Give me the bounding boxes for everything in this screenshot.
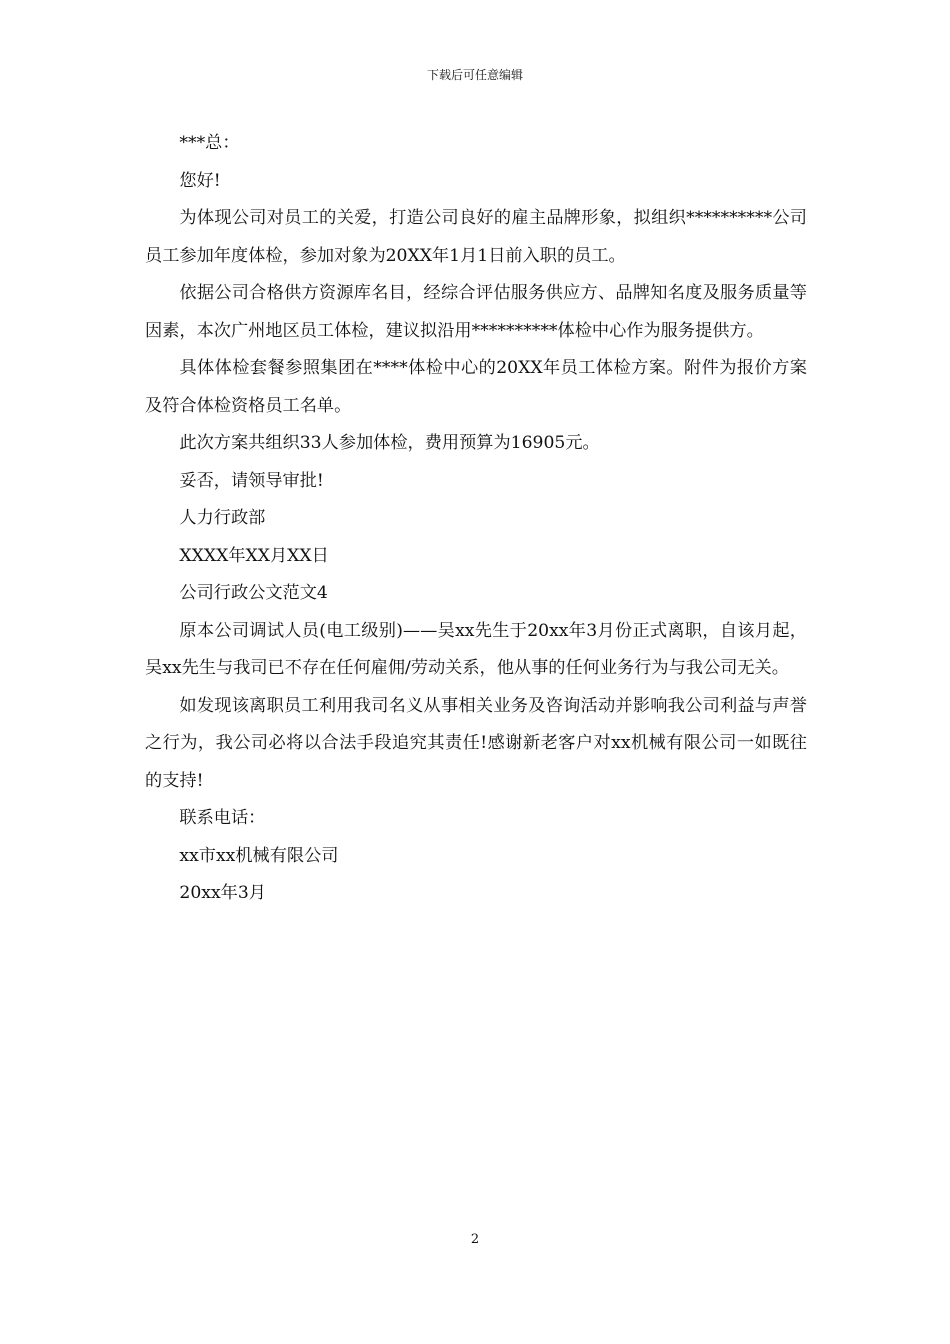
approval-request: 妥否，请领导审批! [179,470,324,491]
page-number-text: 2 [470,1232,480,1247]
paragraph-warning: 如发现该离职员工利用我司名义从事相关业务及咨询活动并影响我公司利益与声誉之行为，我公司必将以合法手段追究其责任!感谢新老客户对xx机械有限公司一如既往的支持! [145,695,807,791]
paragraph-purpose: 为体现公司对员工的关爱，打造公司良好的雇主品牌形象，拟组织**********公司员工参加年度体检，参加对象为20XX年1月1日前入职的员工。 [145,208,807,266]
signature-department: 人力行政部 [179,508,266,528]
document-body [145,125,807,913]
header-text: 下载后可任意编辑 [426,68,523,82]
signature-date: XXXX年XX月XX日 [179,545,329,566]
paragraph-supplier: 依据公司合格供方资源库名目，经综合评估服务供应方、品牌知名度及服务质量等因素，本次广州地区员工体检，建议拟沿用**********体检中心作为服务提供方。 [145,283,807,341]
paragraph-resignation: 原本公司调试人员(电工级别)——吴xx先生于20xx年3月份正式离职，自该月起，吴xx先生与我司已不存在任何雇佣/劳动关系，他从事的任何业务行为与我公司无关。 [145,620,807,678]
paragraph-package: 具体体检套餐参照集团在****体检中心的20XX年员工体检方案。附件为报价方案及符合体检资格员工名单。 [145,358,807,416]
page-number [0,1232,950,1248]
greeting: 您好! [179,170,221,191]
company-name: xx市xx机械有限公司 [179,845,339,866]
section-title: 公司行政公文范文4 [179,583,328,603]
page-header [0,67,950,83]
paragraph-budget: 此次方案共组织33人参加体检，费用预算为16905元。 [179,433,600,453]
closing-date: 20xx年3月 [179,883,266,903]
salutation: ***总： [179,133,240,153]
contact-phone: 联系电话： [179,808,266,828]
